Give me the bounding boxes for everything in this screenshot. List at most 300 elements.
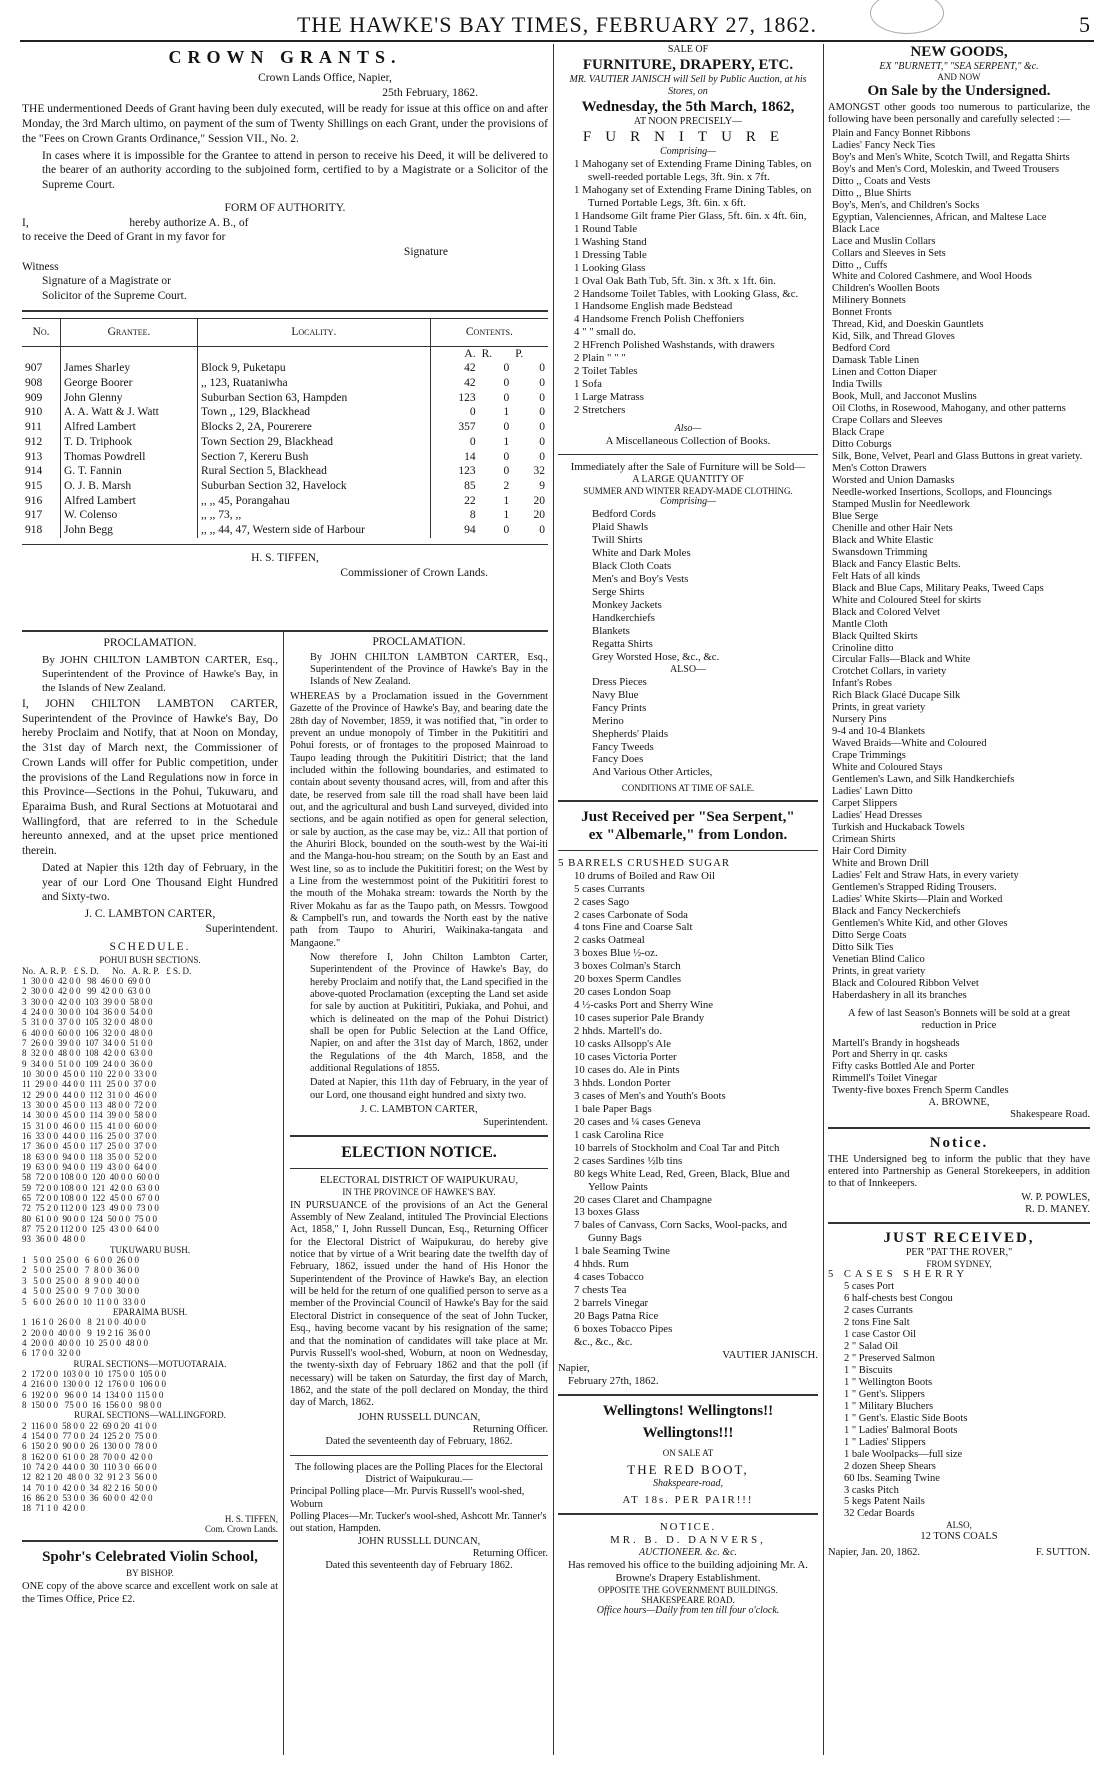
list-item: Black and Fancy Neckerchiefs [832, 905, 961, 917]
list-item: Damask Table Linen [832, 355, 920, 367]
list-item: 1 bale Paper Bags [574, 1102, 652, 1115]
new-goods-heading: NEW GOODS, [910, 44, 1008, 60]
list-item: Black Crape [832, 427, 885, 439]
table-cell: 914 [25, 465, 43, 478]
schedule-row: 10 30 0 0 45 0 0 110 22 0 0 33 0 0 [22, 1068, 157, 1079]
proclamation1-section [22, 636, 278, 1609]
schedule-row: 1 16 1 0 26 0 0 8 21 0 0 40 0 0 [22, 1317, 146, 1328]
list-item: 2 cases Sardines ½lb tins [574, 1154, 683, 1167]
schedule-row: 16 86 2 0 53 0 0 36 60 0 0 42 0 0 [22, 1493, 153, 1504]
table-cell: 123 [430, 391, 478, 406]
section-rule [22, 630, 548, 632]
notice-signer1: W. P. POWLES, [1021, 1192, 1090, 1204]
new-goods-spirits [828, 1038, 1090, 1098]
procl2-dated: Dated at Napier, this 11th day of February, in the year of our Lord, one thousand eight hundred and sixty two. [310, 1077, 548, 1101]
schedule-row: 15 31 0 0 46 0 0 115 41 0 0 60 0 0 [22, 1120, 157, 1131]
table-cell: 917 [25, 509, 43, 522]
list-item: 1 " Military Bluchers [844, 1400, 934, 1412]
list-item: 2 cases Currants [844, 1304, 913, 1316]
list-item: Handkerchiefs [592, 611, 655, 624]
list-item: Nursery Pins [832, 714, 887, 726]
other-items [558, 676, 818, 780]
table-cell: 22 [430, 494, 478, 509]
list-item: Needle-worked Insertions, Scollops, and Flouncings [832, 486, 1052, 498]
table-cell: 911 [25, 421, 42, 434]
new-goods-bonnets: A few of last Season's Bonnets will be sold at a great reduction in Price [847, 1007, 1071, 1031]
page-number: 5 [1079, 12, 1090, 37]
table-cell: 9 [539, 480, 545, 492]
list-item: 60 lbs. Seaming Twine [844, 1472, 940, 1484]
list-item: Men's Cotton Drawers [832, 462, 927, 474]
furniture-items [558, 158, 818, 417]
table-cell: 1 [503, 406, 510, 419]
list-item: Stamped Muslin for Needlework [832, 498, 970, 510]
table-cell: Town Section 29, Blackhead [198, 435, 431, 450]
list-item: 2 " Salad Oil [844, 1340, 899, 1352]
table-cell: 0 [539, 391, 545, 404]
new-goods-on-sale: On Sale by the Undersigned. [867, 82, 1051, 99]
table-cell: 0 [539, 362, 545, 375]
table-cell: 8 [430, 508, 478, 523]
list-item: 6 half-chests best Congou [844, 1293, 953, 1304]
list-item: Egyptian, Valenciennes, African, and Maltese Lace [832, 211, 1047, 223]
list-item: Turkish and Huckaback Towels [832, 822, 965, 834]
form-title: FORM OF AUTHORITY. [224, 201, 346, 214]
schedule-row: 3 30 0 0 42 0 0 103 39 0 0 58 0 0 [22, 996, 153, 1007]
list-item: Kid, Silk, and Thread Gloves [832, 331, 955, 343]
list-item: 1 " Wellington Boots [844, 1376, 933, 1388]
table-cell: Block 9, Puketapu [198, 361, 431, 376]
list-item: 1 Washing Stand [574, 235, 647, 248]
notice-signer2: R. D. MANEY. [1025, 1204, 1090, 1216]
list-item: Thread, Kid, and Doeskin Gauntlets [832, 319, 984, 331]
schedule-row: 14 30 0 0 45 0 0 114 39 0 0 58 0 0 [22, 1110, 157, 1121]
schedule-signer: H. S. TIFFEN, [224, 1513, 278, 1524]
list-item: Blankets [592, 624, 630, 637]
form-magistrate-2: Solicitor of the Supreme Court. [42, 290, 187, 303]
list-item: Twenty-five boxes French Sperm Candles [832, 1085, 1009, 1097]
clothing-items [558, 508, 818, 663]
list-item: White and Coloured Steel for skirts [832, 594, 982, 606]
list-item: Grey Worsted Hose, &c., &c. [592, 650, 720, 663]
schedule-row: 12 29 0 0 44 0 0 112 31 0 0 46 0 0 [22, 1089, 157, 1100]
danvers-title: AUCTIONEER. &c. &c. [638, 1546, 738, 1558]
list-item: Boy's and Men's Cord, Moleskin, and Tweed Trousers [832, 163, 1060, 175]
procl2-heading: PROCLAMATION. [372, 636, 466, 648]
danvers-hours: Office hours—Daily from ten till four o'clock. [596, 1605, 780, 1617]
table-cell: 123 [430, 464, 478, 479]
list-item: &c., &c., &c. [574, 1335, 633, 1348]
procl1-heading: PROCLAMATION. [103, 637, 197, 649]
tukuwaru-rows [22, 1255, 278, 1307]
crown-grants-para1: THE undermentioned Deeds of Grant having been duly executed, will be ready for issue at this office on and after Monday, the 3rd March ultimo, on payment of the sum of Twenty Shillings on each Grant, under the provisions of the "Fees on Crown Grants Ordinance," Session VII., No. 2. [22, 103, 548, 145]
list-item: Crinoline ditto [832, 642, 894, 654]
table-row [22, 494, 548, 509]
list-item: 2 barrels Vinegar [574, 1297, 649, 1310]
list-item: 1 Mahogany set of Extending Frame Dining Tables, on swell-reeded portable Legs, 3ft. 9in. x 7ft. [574, 158, 812, 183]
table-cell: A. A. Watt & J. Watt [61, 405, 198, 420]
table-cell: Town ,, 129, Blackhead [198, 405, 431, 420]
list-item: 4 ½-casks Port and Sherry Wine [574, 999, 714, 1012]
notice-heading: Notice. [929, 1135, 989, 1152]
tukuwaru-heading: TUKUWARU BUSH. [109, 1244, 190, 1255]
furniture-heading: FURNITURE, DRAPERY, ETC. [582, 57, 794, 73]
table-row [22, 420, 548, 435]
list-item: Shepherds' Plaids [592, 727, 669, 740]
schedule-cols: No. A. R. P. £ S. D. No. A. R. P. £ S. D. [22, 965, 192, 976]
table-cell: 0 [503, 524, 510, 537]
list-item: Fancy Tweeds [592, 740, 654, 753]
list-item: 3 cases of Men's and Youth's Boots [574, 1089, 726, 1102]
list-item: Ladies' Lawn Ditto [832, 786, 913, 798]
list-item: Gentlemen's Strapped Riding Trousers. [832, 881, 997, 893]
schedule-row: 8 162 0 0 61 0 0 28 70 0 0 42 0 0 [22, 1451, 153, 1462]
wallingford-heading: RURAL SECTIONS—WALLINGFORD. [74, 1410, 226, 1421]
table-row [22, 450, 548, 465]
column-rule [283, 632, 284, 1755]
list-item: 1 " Gent's. Slippers [844, 1388, 925, 1400]
col-acres: A. [430, 346, 478, 361]
danvers-name: MR. B. D. DANVERS, [610, 1533, 766, 1546]
list-item: Hair Cord Dimity [832, 845, 907, 857]
schedule-row: 8 150 0 0 75 0 0 16 156 0 0 98 0 0 [22, 1399, 162, 1410]
list-item: Black and Blue Caps, Military Peaks, Tweed Caps [832, 582, 1044, 594]
list-item: 6 boxes Tobacco Pipes [574, 1323, 673, 1336]
schedule-row: 11 29 0 0 44 0 0 111 25 0 0 37 0 0 [22, 1079, 156, 1090]
list-item: 4 tons Fine and Coarse Salt [574, 921, 693, 934]
table-cell: 0 [503, 376, 510, 389]
list-item: White and Colored Cashmere, and Wool Hoods [832, 271, 1032, 283]
table-cell: 912 [25, 435, 43, 448]
table-cell: 2 [503, 480, 510, 492]
list-item: Gentlemen's White Kid, and other Gloves [832, 917, 1008, 929]
table-cell: Alfred Lambert [61, 420, 198, 435]
list-item: Black Lace [832, 223, 880, 235]
list-item: 1 " Gent's. Elastic Side Boots [844, 1412, 968, 1424]
list-item: 2 cases Sago [574, 895, 630, 908]
spohr-heading: Spohr's Celebrated Violin School, [42, 1549, 258, 1566]
table-cell: ,, ,, 73, ,, [198, 508, 431, 523]
election-dated2: Dated this seventeenth day of February 1862. [325, 1560, 513, 1572]
schedule-row: 7 26 0 0 39 0 0 107 34 0 0 51 0 0 [22, 1037, 153, 1048]
list-item: Black and Fancy Elastic Belts. [832, 558, 961, 570]
table-row [22, 464, 548, 479]
furniture-word: FURNITURE [582, 129, 794, 145]
table-cell: ,, ,, 44, 47, Western side of Harbour [198, 523, 431, 538]
list-item: Bonnet Fronts [832, 307, 892, 319]
list-item: Rimmell's Toilet Vinegar [832, 1073, 938, 1085]
list-item: 5 cases Currants [574, 882, 645, 895]
schedule-row: 18 71 1 0 42 0 0 [22, 1503, 85, 1514]
list-item: 10 cases do. Ale in Pints [574, 1063, 680, 1076]
list-item: Regatta Shirts [592, 637, 653, 650]
list-item: 80 kegs White Lead, Red, Green, Black, Blue and Yellow Paints [574, 1167, 790, 1193]
polling-principal: Principal Polling place—Mr. Purvis Russell's wool-shed, Woburn [290, 1486, 525, 1510]
table-cell: 909 [25, 391, 43, 404]
table-cell: W. Colenso [61, 508, 198, 523]
list-item: Carpet Slippers [832, 798, 898, 810]
just-received-per: PER "PAT THE ROVER," [905, 1247, 1013, 1259]
schedule-row: 5 6 0 0 26 0 0 10 11 0 0 33 0 0 [22, 1296, 146, 1307]
list-item: 10 cases superior Pale Brandy [574, 1012, 705, 1025]
list-item: Infant's Robes [832, 678, 892, 690]
list-item: Ditto ,, Blue Shirts [832, 187, 912, 199]
list-item: Ladies' Fancy Neck Ties [832, 139, 936, 151]
schedule-row: 17 36 0 0 45 0 0 117 25 0 0 37 0 0 [22, 1141, 157, 1152]
list-item: 1 case Castor Oil [844, 1328, 917, 1340]
list-item: India Twills [832, 379, 883, 391]
table-cell: 0 [539, 406, 545, 419]
list-item: 32 Cedar Boards [844, 1508, 915, 1520]
table-cell: John Glenny [61, 391, 198, 406]
election-signer: JOHN RUSSELL DUNCAN, [357, 1411, 481, 1423]
table-cell: ,, 123, Ruataniwha [198, 376, 431, 391]
grants-table [22, 318, 548, 538]
schedule-row: 13 30 0 0 45 0 0 113 48 0 0 72 0 0 [22, 1099, 157, 1110]
furniture-date: Wednesday, the 5th March, 1862, [581, 99, 795, 115]
list-item: Martell's Brandy in hogsheads [832, 1037, 960, 1049]
list-item: 1 " Ladies' Slippers [844, 1436, 926, 1448]
masthead-title: THE HAWKE'S BAY TIMES, FEBRUARY 27, 1862. [296, 12, 818, 37]
list-item: 3 boxes Colman's Starch [574, 960, 681, 973]
list-item: Boy's and Men's White, Scotch Twill, and Regatta Shirts [832, 151, 1070, 163]
schedule-row: 93 36 0 0 48 0 0 [22, 1234, 85, 1245]
table-cell: James Sharley [61, 361, 198, 376]
schedule-row: 8 32 0 0 48 0 0 108 42 0 0 63 0 0 [22, 1048, 153, 1059]
list-item: Black and Colored Velvet [832, 606, 940, 618]
furniture-also2: ALSO— [669, 663, 707, 675]
just-received-date: Napier, Jan. 20, 1862. [828, 1546, 921, 1558]
table-cell: 0 [430, 435, 478, 450]
list-item: Venetian Blind Calico [832, 953, 925, 965]
list-item: Book, Mull, and Jacconot Muslins [832, 391, 977, 403]
table-cell: 42 [430, 376, 478, 391]
just-received-heading: JUST RECEIVED, [883, 1230, 1035, 1247]
furniture-auction: MR. VAUTIER JANISCH will Sell by Public Auction, at his Stores, on [569, 74, 807, 97]
schedule-row: 4 20 0 0 40 0 0 10 25 0 0 48 0 0 [22, 1337, 148, 1348]
list-item: Black Quilted Skirts [832, 630, 918, 642]
table-cell: 918 [25, 524, 43, 537]
table-cell: 0 [539, 421, 545, 434]
list-item: 4 cases Tobacco [574, 1271, 644, 1284]
schedule-row: 6 192 0 0 96 0 0 14 134 0 0 115 0 0 [22, 1389, 164, 1400]
list-item: 20 cases London Soap [574, 986, 671, 999]
list-item: Crape Trimmings [832, 750, 906, 762]
table-cell: 915 [25, 480, 43, 492]
election-signer-title: Returning Officer. [472, 1423, 548, 1435]
wellingtons-street: Shakspeare-road, [652, 1477, 724, 1489]
list-item: Prints, in great variety [832, 965, 926, 977]
sea-serpent-date: February 27th, 1862. [568, 1374, 659, 1387]
table-cell: 1 [503, 494, 510, 507]
schedule-row: 4 216 0 0 130 0 0 12 176 0 0 106 0 0 [22, 1379, 166, 1390]
list-item: 1 bale Woolpacks—full size [844, 1448, 963, 1460]
list-item: Men's and Boy's Vests [592, 573, 689, 586]
table-cell: ,, ,, 45, Porangahau [198, 494, 431, 509]
table-cell: 907 [25, 362, 43, 375]
motuotarai-rows [22, 1369, 278, 1410]
wellingtons-line2: Wellingtons!!! [642, 1424, 734, 1441]
list-item: Lace and Muslin Collars [832, 235, 936, 247]
procl1-signer: J. C. LAMBTON CARTER, [84, 908, 216, 921]
furniture-clothing: SUMMER AND WINTER READY-MADE CLOTHING. [583, 485, 793, 496]
schedule-row: 59 72 0 0 108 0 0 121 42 0 0 63 0 0 [22, 1182, 160, 1193]
list-item: Oil Cloths, in Rosewood, Mahogany, and other patterns [832, 403, 1066, 415]
furniture-comprising: Comprising— [659, 146, 717, 157]
polling-intro: The following places are the Polling Places for the Electoral District of Waipukurau.— [295, 1461, 543, 1485]
table-cell: 357 [430, 420, 478, 435]
table-cell: Section 7, Kereru Bush [198, 450, 431, 465]
table-cell: 94 [430, 523, 478, 538]
list-item: Prints, in great variety [832, 702, 926, 714]
list-item: 1 Sofa [574, 378, 602, 391]
furniture-books: A Miscellaneous Collection of Books. [605, 435, 771, 448]
table-cell: 1 [503, 435, 510, 448]
schedule-row: 19 63 0 0 94 0 0 119 43 0 0 64 0 0 [22, 1162, 157, 1173]
list-item: 2 cases Carbonate of Soda [574, 908, 688, 921]
new-goods-intro: AMONGST other goods too numerous to particularize, the following have been personally and carefully selected :— [828, 101, 1090, 125]
table-cell: T. D. Triphook [61, 435, 198, 450]
list-item: 2 Stretchers [574, 404, 626, 417]
wallingford-rows [22, 1421, 278, 1514]
procl1-body: I, JOHN CHILTON LAMBTON CARTER, Superintendent of the Province of Hawke's Bay, Do hereby Proclaim and Notify, that at Noon on Monday, the 31st day of March next, the Commissioner of Crown Lands will offer for Public competition, under the provisions of the Land Regulations now in force in this Province—Sections in the Pohui, Tukuwaru, and Eparaima Bush, and Rural Sections at Motuotarai and Wallingford, that are referred to in the Schedule hereunto annexed, and at the upset price mentioned therein. [22, 697, 278, 858]
table-cell: 85 [430, 479, 478, 494]
list-item: Ditto ,, Coats and Vests [832, 175, 931, 187]
list-item: 2 HFrench Polished Washstands, with drawers [574, 339, 775, 352]
list-item: 1 Handsome English made Bedstead [574, 300, 733, 313]
list-item: 2 casks Oatmeal [574, 934, 645, 947]
election-province: IN THE PROVINCE OF HAWKE'S BAY. [342, 1187, 496, 1198]
list-item: Boy's, Men's, and Children's Socks [832, 199, 980, 211]
list-item: 1 Oval Oak Bath Tub, 5ft. 3in. x 3ft. x 1ft. 6in. [574, 274, 776, 287]
table-row [22, 523, 548, 538]
schedule-row: 72 75 2 0 112 0 0 123 49 0 0 73 0 0 [22, 1203, 159, 1214]
table-cell: 0 [503, 391, 510, 404]
col-grantee: Grantee. [61, 318, 198, 346]
list-item: 20 cases Claret and Champagne [574, 1193, 712, 1206]
procl2-by: By JOHN CHILTON LAMBTON CARTER, Esq., Superintendent of the Province of Hawke's Bay in the Islands of New Zealand. [310, 651, 548, 688]
list-item: 2 Toilet Tables [574, 365, 638, 378]
schedule-row: 18 63 0 0 94 0 0 118 35 0 0 52 0 0 [22, 1151, 157, 1162]
list-item: 1 bale Seaming Twine [574, 1245, 670, 1258]
new-goods-address: Shakespeare Road. [1010, 1109, 1090, 1121]
list-item: 2 " Preserved Salmon [844, 1352, 935, 1364]
new-goods-signer: A. BROWNE, [928, 1097, 990, 1109]
list-item: Monkey Jackets [592, 598, 662, 611]
list-item: White and Brown Drill [832, 857, 930, 869]
crown-grants-section [22, 44, 548, 580]
list-item: Crotchet Collars, in variety [832, 666, 947, 678]
schedule-row: 5 31 0 0 37 0 0 105 32 0 0 48 0 0 [22, 1017, 153, 1028]
schedule-row: 3 5 0 0 25 0 0 8 9 0 0 40 0 0 [22, 1275, 139, 1286]
list-item: Gentlemen's Lawn, and Silk Handkerchiefs [832, 774, 1015, 786]
wellingtons-shop: THE RED BOOT, [627, 1462, 749, 1478]
table-row [22, 376, 548, 391]
sea-serpent-heading2: ex "Albemarle," from London. [588, 826, 788, 843]
schedule-signer-title: Com. Crown Lands. [205, 1524, 278, 1535]
list-item: Black and White Elastic [832, 534, 934, 546]
list-item: 1 Round Table [574, 222, 638, 235]
form-line2: to receive the Deed of Grant in my favor for [22, 231, 226, 244]
form-line1: I, hereby authorize A. B., of [22, 216, 249, 229]
table-cell: 32 [533, 465, 545, 478]
list-item: Worsted and Union Damasks [832, 474, 955, 486]
list-item: Rich Black Glacé Ducape Silk [832, 690, 961, 702]
procl2-body2: Now therefore I, John Chilton Lambton Carter, Superintendent of the Province of Hawke's Bay, do hereby Proclaim and notify that, the Land specified in the above-quoted Proclamation (excepting the Land set aside for sale by auction at Pukititiri, Pukiaka, and Pohui, and which is delineated on the map of the Pohui District) shall be open for Public Selection at the Land Office, Napier, on and after the 31st day of March, 1862, under the Regulations of the 4th March, 1858, and the additional Regulations of 1855. [310, 952, 548, 1075]
election-signer2: JOHN RUSSLLL DUNCAN, [357, 1535, 481, 1547]
furniture-quantity: A LARGE QUANTITY OF [632, 473, 744, 485]
schedule-row: 1 5 0 0 25 0 0 6 6 0 0 26 0 0 [22, 1255, 139, 1266]
masthead [20, 6, 1094, 42]
list-item: 2 dozen Sheep Shears [844, 1460, 936, 1472]
table-cell: G. T. Fannin [61, 464, 198, 479]
table-row [22, 479, 548, 494]
list-item: Bedford Cords [592, 508, 656, 521]
table-cell: Suburban Section 32, Havelock [198, 479, 431, 494]
table-cell: 908 [25, 376, 43, 389]
list-item: Bedford Cord [832, 343, 891, 355]
just-received-items [828, 1281, 1090, 1520]
eparaima-rows [22, 1317, 278, 1358]
list-item: White and Coloured Stays [832, 762, 943, 774]
schedule-row: 9 34 0 0 51 0 0 109 24 0 0 36 0 0 [22, 1058, 153, 1069]
list-item: Serge Shirts [592, 586, 645, 599]
list-item: 4 Handsome French Polish Cheffoniers [574, 313, 745, 326]
table-cell: George Boorer [61, 376, 198, 391]
schedule-row: 87 75 2 0 112 0 0 125 43 0 0 64 0 0 [22, 1224, 159, 1235]
table-cell: Alfred Lambert [61, 494, 198, 509]
list-item: 5 cases Port [844, 1281, 895, 1293]
furniture-time: AT NOON PRECISELY— [633, 116, 743, 127]
table-cell: 1 [503, 509, 510, 522]
table-cell: Suburban Section 63, Hampden [198, 391, 431, 406]
sea-serpent-heading1: Just Received per "Sea Serpent," [581, 808, 795, 825]
election-dated: Dated the seventeenth day of February, 1862. [325, 1436, 513, 1448]
list-item: Linen and Cotton Diaper [832, 367, 937, 379]
list-item: 3 hhds. London Porter [574, 1076, 671, 1089]
table-cell: Thomas Powdrell [61, 450, 198, 465]
wellingtons-price: AT 18s. PER PAIR!!! [622, 1493, 754, 1506]
list-item: 1 Dressing Table [574, 248, 647, 261]
list-item: Swansdown Trimming [832, 546, 928, 558]
col-locality: Locality. [198, 318, 431, 346]
schedule-row: 6 40 0 0 60 0 0 106 32 0 0 48 0 0 [22, 1027, 153, 1038]
procl2-body: WHEREAS by a Proclamation issued in the Government Gazette of the Province of Hawke's Bay, and bearing date the 28th day of November, 1859, it was notified that, "in order to prevent an undue monopoly of Timber in the Pukititiri and Pohui forests, or of frontages to the proposed Mainroad to Taupo leading through the Pukititiri District; that the land included within the following boundaries, and estimated to contain about seventy thousand acres, will, from and after this date, be reserved from sale till the road shall have been laid out, and the agricultural and bush Land surveyed, divided into sections, and be again notified as open for general selection, or sale by auction, as the case may be, viz.: All that portion of the Ahuriri Block, bounded on the south-west by the Wai-iti and the Manga-hou-hou stream; on the South by an East and West line, so as to include the Pukititiri forest; on the West by a Line from the westernmost point of the Pukititiri forest to the mouth of the Mohaka stream: towards the North by the River Mokahu as far as the Taupo path, on Messrs. Towgood & Campbell's run, and towards the North east by the native path from Taupo to Ahuriri, Waikinaka-tangata and Mangaone." [290, 690, 548, 949]
form-witness: Witness [22, 260, 59, 273]
list-item: 13 boxes Glass [574, 1206, 640, 1219]
table-row [22, 405, 548, 420]
table-cell: 910 [25, 406, 43, 419]
list-item: 9-4 and 10-4 Blankets [832, 726, 926, 738]
list-item: 10 barrels of Stockholm and Coal Tar and Pitch [574, 1141, 780, 1154]
list-item: Ditto Serge Coats [832, 929, 907, 941]
procl2-signer: J. C. LAMBTON CARTER, [360, 1104, 478, 1116]
furniture-section [558, 44, 818, 1617]
election-signer2-title: Returning Officer. [472, 1548, 548, 1560]
grants-signer: H. S. TIFFEN, [251, 551, 319, 564]
list-item: 1 " Ladies' Balmoral Boots [844, 1424, 958, 1436]
list-item: 1 Looking Glass [574, 261, 646, 274]
new-goods-items [828, 128, 1090, 1002]
list-item: Fancy Does [592, 753, 644, 766]
list-item: 20 boxes Sperm Candles [574, 973, 682, 986]
list-item: Plaid Shawls [592, 521, 649, 534]
sea-serpent-place: Napier, [558, 1361, 590, 1374]
table-row [22, 391, 548, 406]
list-item: Port and Sherry in qr. casks [832, 1049, 948, 1061]
table-cell: O. J. B. Marsh [61, 479, 198, 494]
schedule-row: 80 61 0 0 90 0 0 124 50 0 0 75 0 0 [22, 1213, 157, 1224]
